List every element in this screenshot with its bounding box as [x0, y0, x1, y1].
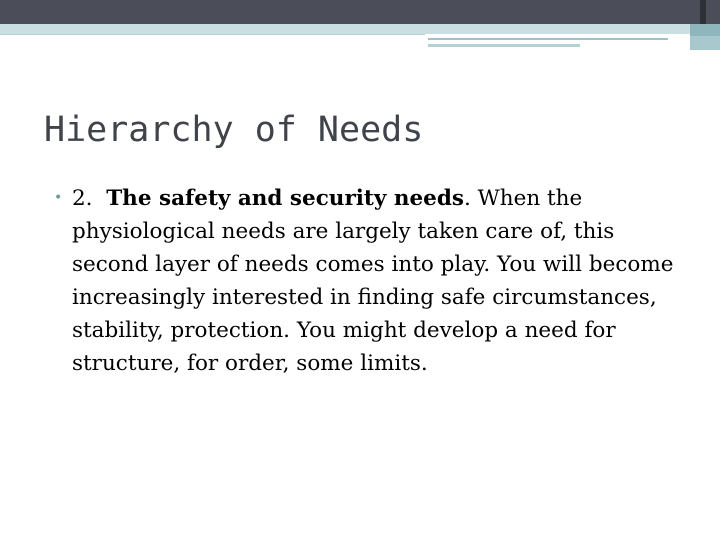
bullet-paragraph: [54, 182, 684, 380]
decorative-rule: [0, 34, 425, 35]
bullet-heading: The safety and security needs: [106, 186, 464, 211]
decorative-rule: [428, 44, 580, 47]
bullet-icon: •: [54, 190, 63, 206]
teal-accent-band: [0, 24, 720, 34]
slide-top-bar: [0, 0, 720, 24]
decorative-rule: [690, 36, 720, 50]
bullet-item: [54, 182, 694, 380]
decorative-rule: [428, 38, 668, 40]
top-bar-dark-accent: [700, 0, 706, 24]
bullet-number: 2.: [72, 186, 93, 211]
slide-title: Hierarchy of Needs: [44, 110, 424, 150]
bullet-text: . When the physiological needs are largely taken care of, this second layer of needs comes into play. You will become increasingly interested in finding safe circumstances, stability, protection. You might develop a need for structure, for order, some limits.: [72, 186, 674, 376]
